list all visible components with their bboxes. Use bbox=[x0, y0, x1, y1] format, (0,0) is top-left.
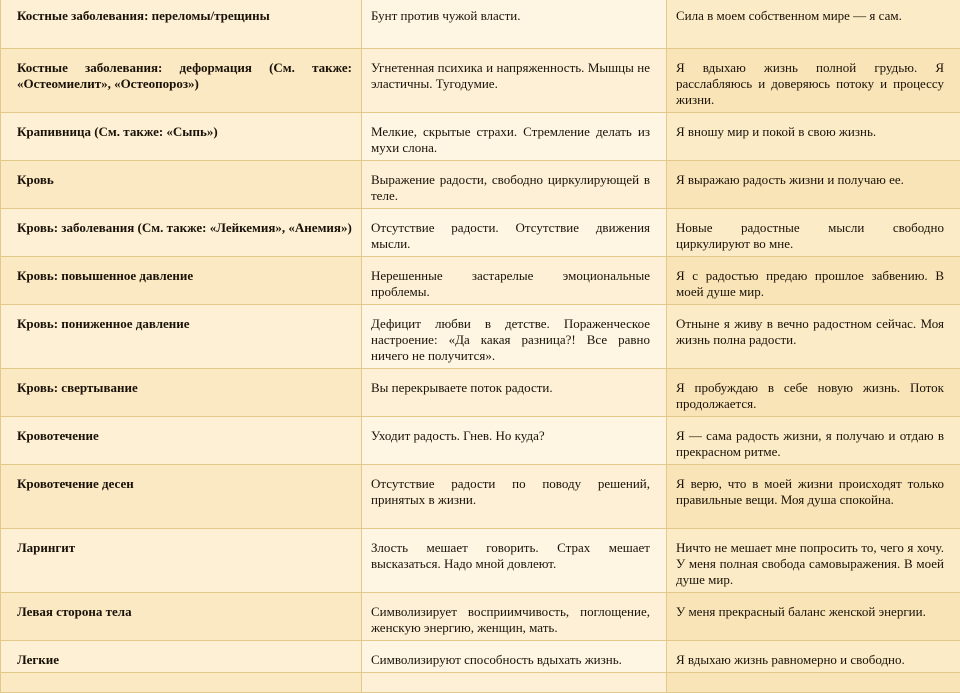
probable-cause: Мелкие, скрытые страхи. Стремление делать из мухи слона. bbox=[362, 113, 667, 161]
ailment-name: Кровь: свертывание bbox=[1, 369, 362, 417]
probable-cause bbox=[362, 673, 667, 693]
probable-cause: Дефицит любви в детстве. Пораженческое настроение: «Да какая разница?! Все равно ничего не получится». bbox=[362, 305, 667, 369]
table-row bbox=[1, 417, 960, 465]
probable-cause: Отсутствие радости по поводу решений, принятых в жизни. bbox=[362, 465, 667, 529]
probable-cause: Нерешенные застарелые эмоциональные проблемы. bbox=[362, 257, 667, 305]
ailment-name: Левая сторона тела bbox=[1, 593, 362, 641]
ailment-name: Кровь: пониженное давление bbox=[1, 305, 362, 369]
ailment-name: Кровь: заболевания (См. также: «Лейкемия», «Анемия») bbox=[1, 209, 362, 257]
table-row bbox=[1, 529, 960, 593]
ailment-name: Костные заболевания: переломы/трещины bbox=[1, 0, 362, 49]
table-row bbox=[1, 257, 960, 305]
ailment-name: Костные заболевания: деформация (См. также: «Остеомиелит», «Остеопороз») bbox=[1, 49, 362, 113]
affirmation: Ничто не мешает мне попросить то, чего я хочу. У меня полная свобода самовыражения. В моей душе мир. bbox=[667, 529, 960, 593]
table-row bbox=[1, 113, 960, 161]
table-row bbox=[1, 673, 960, 693]
ailment-name: Легкие bbox=[1, 641, 362, 673]
affirmation: Я вдыхаю жизнь равномерно и свободно. bbox=[667, 641, 960, 673]
affirmation: Я пробуждаю в себе новую жизнь. Поток продолжается. bbox=[667, 369, 960, 417]
probable-cause: Выражение радости, свободно циркулирующей в теле. bbox=[362, 161, 667, 209]
ailment-name: Крапивница (См. также: «Сыпь») bbox=[1, 113, 362, 161]
probable-cause: Символизирует восприимчивость, поглощение, женскую энергию, женщин, мать. bbox=[362, 593, 667, 641]
ailment-name: Кровь: повышенное давление bbox=[1, 257, 362, 305]
ailment-name bbox=[1, 673, 362, 693]
table-row bbox=[1, 465, 960, 529]
table-row bbox=[1, 49, 960, 113]
affirmation: Я вношу мир и покой в свою жизнь. bbox=[667, 113, 960, 161]
table-row bbox=[1, 593, 960, 641]
affirmation: Я с радостью предаю прошлое забвению. В моей душе мир. bbox=[667, 257, 960, 305]
probable-cause: Символизируют способность вдыхать жизнь. bbox=[362, 641, 667, 673]
affirmation: Новые радостные мысли свободно циркулируют во мне. bbox=[667, 209, 960, 257]
ailment-name: Кровотечение десен bbox=[1, 465, 362, 529]
table-row bbox=[1, 0, 960, 49]
affirmation: Отныне я живу в вечно радостном сейчас. Моя жизнь полна радости. bbox=[667, 305, 960, 369]
table-row bbox=[1, 369, 960, 417]
probable-cause: Отсутствие радости. Отсутствие движения мысли. bbox=[362, 209, 667, 257]
probable-cause: Бунт против чужой власти. bbox=[362, 0, 667, 49]
affirmation: Я выражаю радость жизни и получаю ее. bbox=[667, 161, 960, 209]
affirmation: Я — сама радость жизни, я получаю и отдаю в прекрасном ритме. bbox=[667, 417, 960, 465]
probable-cause: Злость мешает говорить. Страх мешает высказаться. Надо мной довлеют. bbox=[362, 529, 667, 593]
affirmation: Я вдыхаю жизнь полной грудью. Я расслабляюсь и доверяюсь потоку и процессу жизни. bbox=[667, 49, 960, 113]
ailment-name: Кровь bbox=[1, 161, 362, 209]
probable-cause: Вы перекрываете поток радости. bbox=[362, 369, 667, 417]
affirmation: Я верю, что в моей жизни происходят только правильные вещи. Моя душа спокойна. bbox=[667, 465, 960, 529]
ailment-name: Ларингит bbox=[1, 529, 362, 593]
affirmation: Сила в моем собственном мире — я сам. bbox=[667, 0, 960, 49]
affirmation bbox=[667, 673, 960, 693]
ailment-name: Кровотечение bbox=[1, 417, 362, 465]
probable-cause: Угнетенная психика и напряженность. Мышцы не эластичны. Тугодумие. bbox=[362, 49, 667, 113]
affirmation: У меня прекрасный баланс женской энергии. bbox=[667, 593, 960, 641]
table-row bbox=[1, 161, 960, 209]
table-row bbox=[1, 305, 960, 369]
table-row bbox=[1, 209, 960, 257]
probable-cause: Уходит радость. Гнев. Но куда? bbox=[362, 417, 667, 465]
table-row bbox=[1, 641, 960, 673]
